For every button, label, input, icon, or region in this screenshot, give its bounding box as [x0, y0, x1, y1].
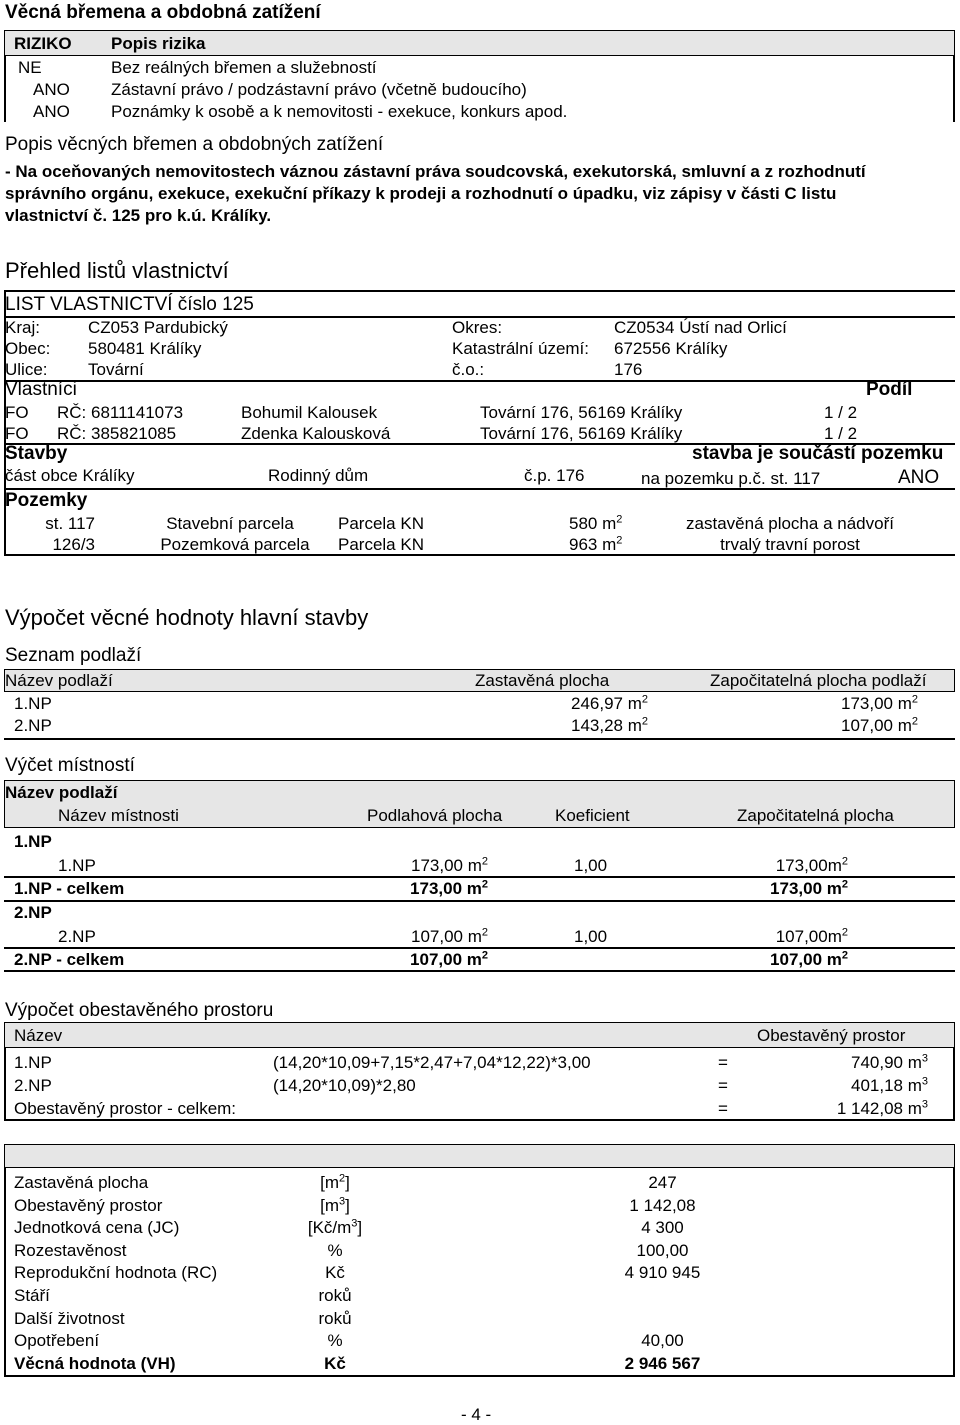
ku-label: Katastrální území:	[452, 339, 590, 358]
floor-built: 246,97 $m^2$	[570, 693, 648, 713]
summary-label: Reprodukční hodnota (RC)	[14, 1263, 218, 1282]
rooms-floor-total-area: 107,00 $m^2$	[410, 949, 488, 969]
room-area: 107,00 $m^2$	[410, 926, 488, 946]
ownership-top-rule	[4, 290, 955, 292]
okres-label: Okres:	[452, 318, 503, 337]
owner-name: Bohumil Kalousek	[241, 403, 378, 422]
rooms-floor-total-area: 173,00 $m^2$	[410, 878, 488, 898]
room-name: 2.NP	[58, 927, 96, 946]
summary-label: Další životnost	[14, 1309, 125, 1328]
risk-desc-col-header: Popis rizika	[111, 34, 206, 53]
parcel-use: zastavěná plocha a nádvoří	[686, 514, 894, 533]
summary-unit: $[m^2]$	[320, 1172, 350, 1192]
summary-unit: %	[327, 1241, 343, 1260]
summary-right-border	[953, 1168, 955, 1376]
parcel-use: trvalý travní porost	[720, 535, 860, 554]
building-cp: č.p. 176	[524, 466, 585, 485]
floor-count: 107,00 $m^2$	[840, 715, 918, 735]
section-title-encumbrances: Věcná břemena a obdobná zatížení	[5, 2, 321, 23]
rooms-group-rule	[4, 900, 955, 902]
rooms-group-rule	[4, 947, 955, 949]
volume-total-value: 1 142,08 $m^3$	[836, 1098, 928, 1118]
volume-left-border	[4, 1048, 6, 1120]
ulice-label: Ulice:	[5, 360, 48, 379]
buildings-note: stavba je součástí pozemku	[692, 443, 944, 464]
risk-value: ANO	[33, 80, 70, 99]
encumbrance-description-title: Popis věcných břemen a obdobných zatížení	[5, 134, 384, 155]
floors-head-name: Název podlaží	[5, 671, 113, 690]
rooms-floor-total-label: 2.NP - celkem	[14, 950, 125, 969]
summary-label: Obestavěný prostor	[14, 1196, 163, 1215]
obec-value: 580481 Králíky	[88, 339, 202, 358]
owners-label: Vlastníci	[5, 379, 77, 400]
obec-label: Obec:	[5, 339, 51, 358]
volume-bottom-rule	[4, 1119, 955, 1121]
encumbrance-description-line: - Na oceňovaných nemovitostech váznou zástavní práva soudcovská, exekutorská, smluvní a z rozhodnutí	[5, 162, 866, 181]
page-number: - 4 -	[461, 1405, 492, 1424]
summary-unit: $[m^3]$	[320, 1195, 350, 1215]
summary-label: Zastavěná plocha	[14, 1173, 149, 1192]
volume-row-eq: =	[718, 1053, 728, 1072]
rooms-group-rule	[4, 876, 955, 878]
room-area: 173,00 $m^2$	[410, 855, 488, 875]
ownership-list-title: LIST VLASTNICTVÍ číslo 125	[5, 294, 254, 315]
parcel-registry: Parcela KN	[338, 535, 424, 554]
parcel-id: st. 117	[45, 514, 95, 533]
risk-description: Bez reálných břemen a služebností	[111, 58, 377, 77]
owner-type: FO	[5, 424, 29, 443]
room-coef: 1,00	[574, 856, 608, 875]
rooms-head-count: Započitatelná plocha	[737, 806, 894, 825]
summary-unit: $[Kč/m^3]$	[307, 1217, 363, 1237]
owner-address: Tovární 176, 56169 Králíky	[480, 424, 683, 443]
summary-left-border	[4, 1168, 6, 1376]
rooms-floor-total-count: 173,00 $m^2$	[770, 878, 848, 898]
risk-value: NE	[18, 58, 42, 77]
risk-col-header: RIZIKO	[14, 34, 72, 53]
summary-label: Rozestavěnost	[14, 1241, 127, 1260]
volume-right-border	[953, 1048, 955, 1120]
volume-total-eq: =	[718, 1099, 728, 1118]
volume-total-name: Obestavěný prostor - celkem:	[14, 1099, 237, 1118]
summary-value: 247	[648, 1173, 677, 1192]
parcels-top-rule	[4, 488, 955, 490]
rooms-head-coef: Koeficient	[555, 806, 630, 825]
rooms-bottom-rule	[4, 970, 955, 972]
building-parcel: na pozemku p.č. st. 117	[641, 469, 821, 488]
summary-unit: %	[327, 1331, 343, 1350]
room-count: $173,00m^2$	[775, 855, 848, 875]
owners-top-rule	[4, 380, 955, 382]
summary-value: 100,00	[636, 1241, 689, 1260]
summary-value: 4 300	[641, 1218, 684, 1237]
floors-title: Seznam podlaží	[5, 645, 142, 666]
volume-head-value: Obestavěný prostor	[757, 1026, 906, 1045]
risk-value: ANO	[33, 102, 70, 121]
room-name: 1.NP	[58, 856, 96, 875]
parcel-kind: Pozemková parcela	[160, 535, 310, 554]
co-value: 176	[614, 360, 643, 379]
summary-unit: Kč	[325, 1263, 345, 1282]
building-flag: ANO	[898, 467, 940, 488]
summary-value: 2 946 567	[624, 1354, 701, 1373]
floor-name: 2.NP	[14, 716, 52, 735]
encumbrance-description-line: správního orgánu, exekuce, exekuční příkazy k prodeji a rozhodnutí o úpadku, viz zápisy v části C listu	[5, 184, 837, 203]
okres-value: CZ0534 Ústí nad Orlicí	[614, 318, 787, 337]
volume-row-formula: (14,20*10,09+7,15*2,47+7,04*12,22)*3,00	[273, 1053, 591, 1072]
ku-value: 672556 Králíky	[614, 339, 728, 358]
summary-label: Opotřebení	[14, 1331, 100, 1350]
ulice-value: Tovární	[88, 360, 144, 379]
summary-unit: roků	[318, 1309, 352, 1328]
summary-label: Jednotková cena (JC)	[14, 1218, 180, 1237]
parcel-registry: Parcela KN	[338, 514, 424, 533]
volume-title: Výpočet obestavěného prostoru	[5, 1000, 274, 1021]
owner-rc: RČ: 385821085	[57, 424, 177, 443]
rooms-head-area: Podlahová plocha	[367, 806, 503, 825]
kraj-value: CZ053 Pardubický	[88, 318, 228, 337]
co-label: č.o.:	[452, 360, 485, 379]
owner-share: 1 / 2	[824, 403, 858, 422]
parcels-label: Pozemky	[5, 490, 88, 511]
floors-head-built: Zastavěná plocha	[475, 671, 610, 690]
owner-rc: RČ: 6811141073	[57, 403, 184, 422]
risk-table-right-border	[953, 56, 955, 122]
rooms-title: Výčet místností	[5, 755, 135, 776]
owner-share: 1 / 2	[824, 424, 858, 443]
volume-row-value: 401,18 $m^3$	[850, 1075, 928, 1095]
owner-type: FO	[5, 403, 29, 422]
risk-table-left-border	[4, 56, 6, 122]
rooms-floor-total-count: 107,00 $m^2$	[770, 949, 848, 969]
risk-description: Zástavní právo / podzástavní právo (včetně budoucího)	[111, 80, 527, 99]
buildings-label: Stavby	[5, 443, 68, 464]
parcel-kind: Stavební parcela	[166, 514, 294, 533]
parcel-id: 126/3	[52, 535, 95, 554]
summary-label: Věcná hodnota (VH)	[14, 1354, 176, 1373]
floor-built: 143,28 $m^2$	[570, 715, 648, 735]
room-count: $107,00m^2$	[775, 926, 848, 946]
volume-row-name: 2.NP	[14, 1076, 52, 1095]
volume-row-eq: =	[718, 1076, 728, 1095]
floor-name: 1.NP	[14, 694, 52, 713]
summary-value: 40,00	[641, 1331, 684, 1350]
room-coef: 1,00	[574, 927, 608, 946]
section-title-ownership: Přehled listů vlastnictví	[5, 258, 229, 283]
volume-head-name: Název	[14, 1026, 63, 1045]
rooms-floor-total-label: 1.NP - celkem	[14, 879, 125, 898]
risk-description: Poznámky k osobě a k nemovitosti - exekuce, konkurs apod.	[111, 102, 568, 121]
summary-table-header	[4, 1144, 955, 1168]
encumbrance-description-line: vlastnictví č. 125 pro k.ú. Králíky.	[5, 206, 272, 225]
floors-bottom-rule	[4, 738, 955, 740]
summary-unit: roků	[318, 1286, 352, 1305]
summary-unit: Kč	[324, 1354, 346, 1373]
section-title-valuation: Výpočet věcné hodnoty hlavní stavby	[5, 605, 369, 630]
building-part: část obce Králíky	[5, 466, 135, 485]
floors-head-count: Započitatelná plocha podlaží	[710, 671, 927, 690]
kraj-label: Kraj:	[5, 318, 40, 337]
rooms-floor-group: 2.NP	[14, 903, 52, 922]
rooms-floor-group: 1.NP	[14, 832, 52, 851]
parcel-area: 580 $m^2$	[569, 513, 623, 533]
rooms-floor-head: Název podlaží	[5, 783, 118, 802]
rooms-head-room: Název místnosti	[58, 806, 179, 825]
owner-name: Zdenka Kalousková	[241, 424, 391, 443]
owner-address: Tovární 176, 56169 Králíky	[480, 403, 683, 422]
summary-value: 4 910 945	[624, 1263, 701, 1282]
floor-count: 173,00 $m^2$	[840, 693, 918, 713]
volume-row-value: 740,90 $m^3$	[850, 1052, 928, 1072]
summary-label: Stáří	[14, 1286, 50, 1305]
summary-bottom-rule	[4, 1375, 955, 1377]
building-kind: Rodinný dům	[268, 466, 369, 485]
summary-value: 1 142,08	[629, 1196, 696, 1215]
volume-row-formula: (14,20*10,09)*2,80	[273, 1076, 416, 1095]
ownership-bottom-rule	[4, 554, 955, 556]
share-label: Podíl	[866, 379, 913, 400]
volume-row-name: 1.NP	[14, 1053, 52, 1072]
parcel-area: 963 $m^2$	[569, 534, 623, 554]
